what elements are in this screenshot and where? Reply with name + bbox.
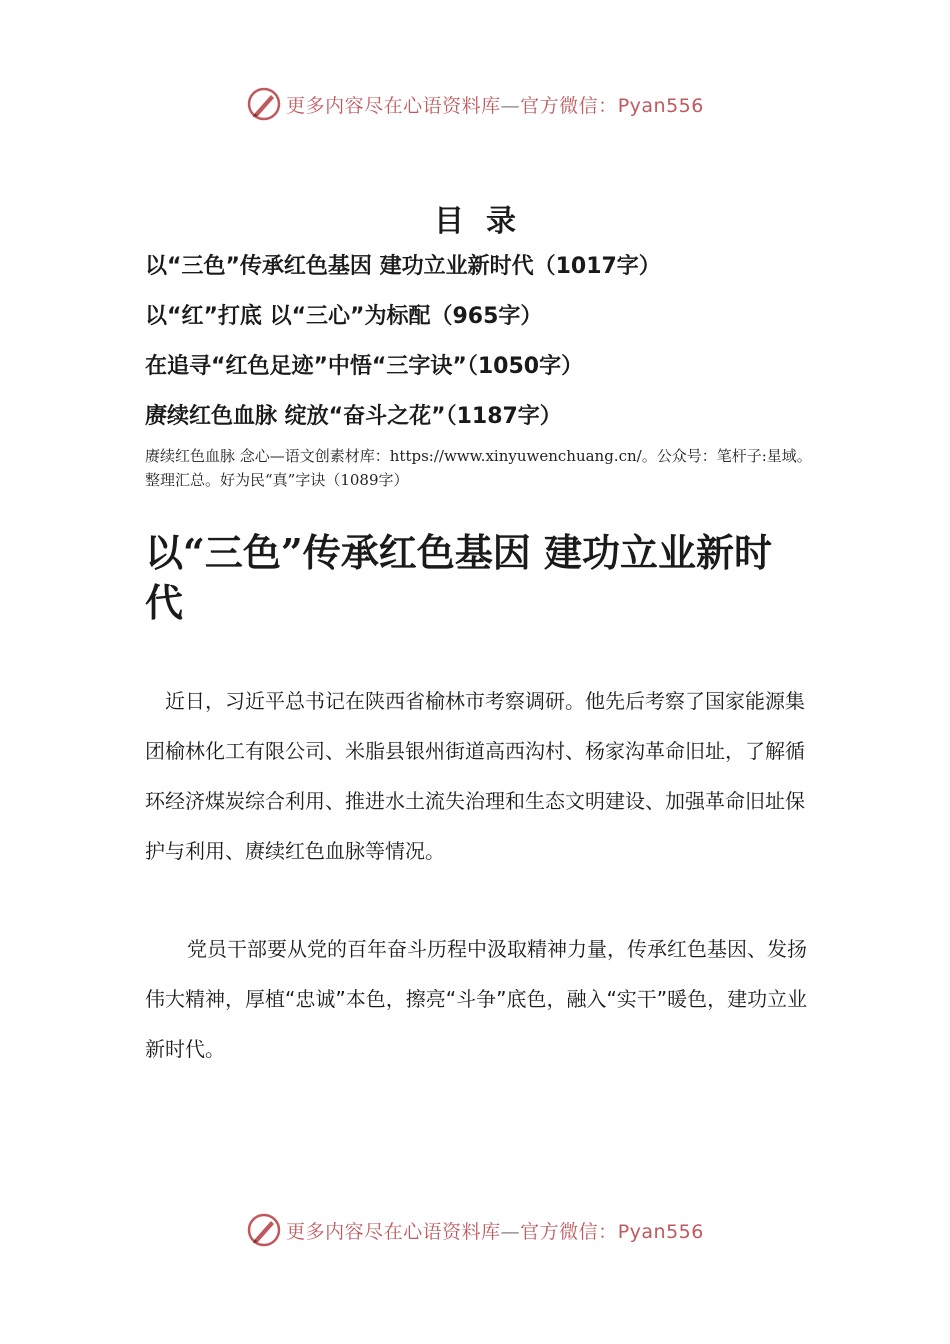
pen-logo-icon <box>246 86 282 122</box>
banner-separator: — <box>500 1220 521 1243</box>
footer-banner <box>0 1210 950 1250</box>
article-paragraph: 党员干部要从党的百年奋斗历程中汲取精神力量，传承红色基因、发扬伟大精神，厚植“忠诚”本色，擦亮“斗争”底色，融入“实干”暖色，建功立业新时代。 <box>145 937 808 1061</box>
toc-item[interactable]: 以“红”打底 以“三心”为标配（965字） <box>145 304 543 329</box>
article-title: 以“三色”传承红色基因 建功立业新时代 <box>145 530 772 625</box>
toc-title: 目录 <box>434 204 538 239</box>
toc-list <box>145 248 825 448</box>
pen-logo-icon <box>246 1212 282 1248</box>
banner-contact-label: 官方微信： <box>520 1220 618 1243</box>
banner-contact-label: 官方微信： <box>520 94 618 117</box>
header-banner <box>0 84 950 124</box>
toc-item[interactable]: 赓续红色血脉 绽放“奋斗之花”（1187字） <box>145 404 562 429</box>
banner-main-text: 更多内容尽在心语资料库 <box>286 94 501 117</box>
banner-wechat-id: Pyan556 <box>617 1220 704 1243</box>
toc-source-note: 赓续红色血脉 念心—语文创素材库：https://www.xinyuwenchuang.cn/。公众号：笔杆子:星域。整理汇总。好为民“真”字诀（1089字） <box>145 447 812 489</box>
toc-item[interactable]: 在追寻“红色足迹”中悟“三字诀”（1050字） <box>145 354 584 379</box>
toc-item[interactable]: 以“三色”传承红色基因 建功立业新时代（1017字） <box>145 254 661 279</box>
article-paragraph: 近日，习近平总书记在陕西省榆林市考察调研。他先后考察了国家能源集团榆林化工有限公司、米脂县银州街道高西沟村、杨家沟革命旧址，了解循环经济煤炭综合利用、推进水土流失治理和生态文明建设、加强革命旧址保护与利用、赓续红色血脉等情况。 <box>145 689 805 863</box>
banner-wechat-id: Pyan556 <box>617 94 704 117</box>
banner-separator: — <box>500 94 521 117</box>
banner-main-text: 更多内容尽在心语资料库 <box>286 1220 501 1243</box>
